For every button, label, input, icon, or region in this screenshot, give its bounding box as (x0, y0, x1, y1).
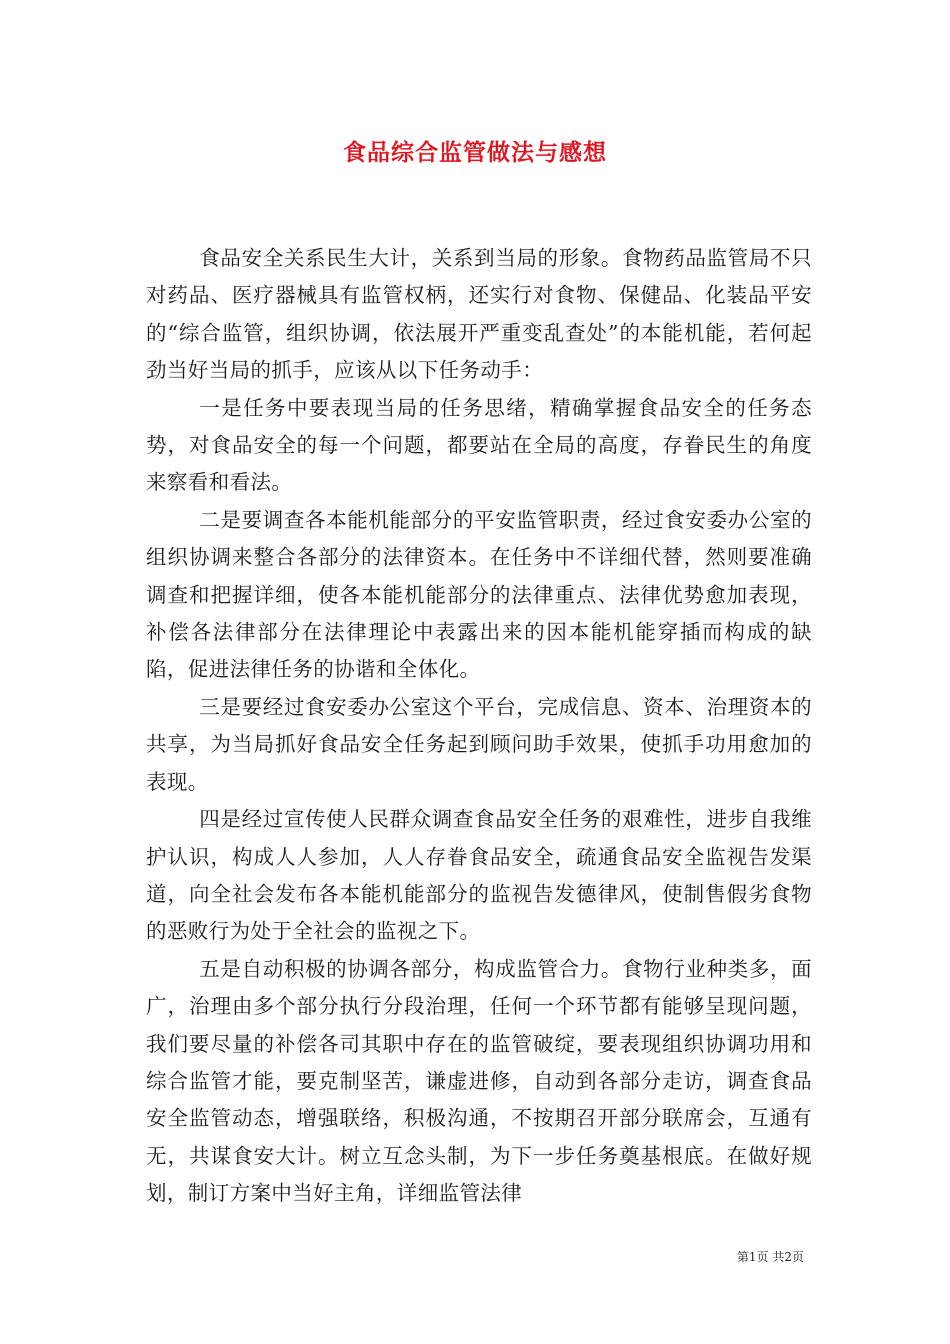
paragraph-point-four: 四是经过宣传使人民群众调查食品安全任务的艰难性，进步自我维护认识，构成人人参加，人人存眷食品安全，疏通食品安全监视告发渠道，向全社会发布各本能机能部分的监视告发德律风，使制售假劣食物的恶败行为处于全社会的监视之下。 (146, 807, 812, 944)
page-number-footer: 第1页 共2页 (736, 1250, 804, 1264)
document-title: 食品综合监管做法与感想 (343, 140, 607, 166)
paragraph-point-three: 三是要经过食安委办公室这个平台，完成信息、资本、治理资本的共享，为当局抓好食品安全任务起到顾问助手效果，使抓手功用愈加的表现。 (146, 694, 812, 794)
paragraph-point-one: 一是任务中要表现当局的任务思绪，精确掌握食品安全的任务态势，对食品安全的每一个问题，都要站在全局的高度，存眷民生的角度来察看和看法。 (146, 395, 812, 495)
document-body (146, 240, 812, 1213)
paragraph-intro: 食品安全关系民生大计，关系到当局的形象。食物药品监管局不只对药品、医疗器械具有监管权柄，还实行对食物、保健品、化装品平安的“综合监管，组织协调，依法展开严重变乱查处”的本能机能，若何起劲当好当局的抓手，应该从以下任务动手： (146, 246, 812, 383)
paragraph-point-five: 五是自动积极的协调各部分，构成监管合力。食物行业种类多，面广，治理由多个部分执行分段治理，任何一个环节都有能够呈现问题，我们要尽量的补偿各司其职中存在的监管破绽，要表现组织协调功用和综合监管才能，要克制坚苦，谦虚进修，自动到各部分走访，调查食品安全监管动态，增强联络，积极沟通，不按期召开部分联席会，互通有无，共谋食安大计。树立互念头制，为下一步任务奠基根底。在做好规划，制订方案中当好主角，详细监管法律 (146, 956, 812, 1206)
paragraph-point-two: 二是要调查各本能机能部分的平安监管职责，经过食安委办公室的组织协调来整合各部分的法律资本。在任务中不详细代替，然则要准确调查和把握详细，使各本能机能部分的法律重点、法律优势愈加表现，补偿各法律部分在法律理论中表露出来的因本能机能穿插而构成的缺陷，促进法律任务的协谐和全体化。 (146, 507, 812, 682)
